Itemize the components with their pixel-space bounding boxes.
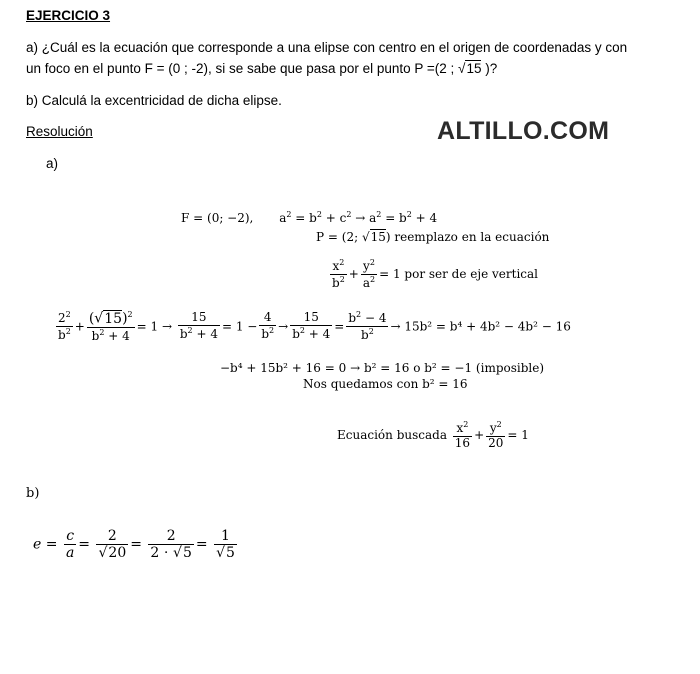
question-a-line1: a) ¿Cuál es la ecuación que corresponde a una elipse con centro en el origen de coordenadas y con: [26, 40, 628, 55]
sqrt-radicand: 15: [466, 61, 482, 76]
math-line-point: P = (2; √15) reemplazo en la ecuación: [316, 230, 550, 244]
final-label: Ecuación buscada: [337, 427, 447, 442]
fraction-sqrt15sq: $\frac{(√15)^2}{b^2 + 4}$: [88, 310, 133, 343]
arrow-1: →: [161, 319, 173, 334]
result-line4: → 15b² = b⁴ + 4b² − 4b² − 16: [390, 319, 571, 334]
question-b: b) Calculá la excentricidad de dicha elipse.: [26, 93, 282, 108]
fraction-y2-20: $\frac{y^2}{20}$: [488, 420, 504, 450]
math-line-conclusion: Nos quedamos con b² = 16: [303, 377, 468, 391]
fraction-15-b: $\frac{15}{b^2 + 4}$: [292, 310, 331, 342]
fraction-x2-16: $\frac{x^2}{16}$: [454, 420, 471, 450]
math-line-focus: F = (0; −2), $a^2 = b^2 + c^2 \to a^2 = b^2 + 4$: [181, 210, 438, 225]
relation-arrow: → a: [351, 211, 377, 225]
fraction-2sq-b2: $\frac{2^2}{b^2}$: [58, 310, 71, 343]
eccentricity-equation: e = $\frac{c}{a}$ = $\frac{2}{√20}$ = $\frac{2}{2 \cdot √5}$ = $\frac{1}{√5}$: [33, 528, 235, 562]
focus-text: F = (0; −2),: [181, 211, 254, 225]
fraction-y2-a2: $\frac{y^2}{a^2}$: [362, 258, 376, 290]
fraction-2-2sqrt5: $\frac{2}{2 \cdot √5}$: [150, 528, 192, 562]
sqrt-symbol: √: [458, 61, 466, 76]
vertical-axis-text: = 1 por ser de eje vertical: [379, 266, 539, 281]
fraction-b2m4: $\frac{b^2 - 4}{b^2}$: [348, 310, 387, 343]
math-line-ellipse-form: $\frac{x^2}{b^2}$ + $\frac{y^2}{a^2}$ = 1 por ser de eje vertical: [332, 258, 539, 290]
relation-tail: + 4: [411, 211, 438, 225]
resolution-label: Resolución: [26, 124, 93, 139]
final-equation: Ecuación buscada $\frac{x^2}{16}$ + $\frac{y^2}{20}$ = 1: [337, 420, 529, 450]
eq-one: = 1: [136, 319, 159, 334]
question-a-line2-pre: un foco en el punto F = (0 ; -2), si se sabe que pasa por el punto P =(2 ;: [26, 61, 459, 76]
exercise-title: EJERCICIO 3: [26, 8, 111, 23]
relation-eq: = b: [295, 211, 317, 225]
question-a-line2: [26, 61, 497, 76]
fraction-2-sqrt20: $\frac{2}{√20}$: [98, 528, 127, 562]
fraction-x2-b2: $\frac{x^2}{b^2}$: [332, 258, 345, 290]
fraction-1-sqrt5: $\frac{1}{√5}$: [216, 528, 235, 562]
part-a-label: a): [46, 156, 59, 171]
one-minus: = 1 −: [221, 319, 258, 334]
altillo-logo: ALTILLO.COM: [437, 117, 610, 145]
fraction-c-a: $\frac{c}{a}$: [65, 528, 75, 562]
fraction-4-b2: $\frac{4}{b^2}$: [261, 310, 275, 342]
part-b-label: b): [26, 486, 40, 501]
math-line-quartic: −b⁴ + 15b² + 16 = 0 → b² = 16 o b² = −1 (imposible): [220, 361, 545, 375]
point-post: ) reemplazo en la ecuación: [385, 230, 550, 244]
e-symbol: e: [33, 536, 42, 553]
relation-c: + c: [321, 211, 347, 225]
arrow-2: →: [278, 319, 289, 334]
point-sqrt: 15: [370, 230, 386, 244]
question-a-line2-post: )?: [481, 61, 498, 76]
equals-sign: =: [334, 319, 345, 334]
math-line-substitution: $\frac{2^2}{b^2}$ + $\frac{(√15)^2}{b^2 + 4}$ = 1 → $\frac{15}{b^2 + 4}$ = 1 − $\frac{4}{b^2}$ → $\frac{15}{b^2 + 4}$ = $\frac{b^2 - 4}{b^2}$ → 15b² = b⁴ + 4b² − 4b² − 16: [58, 310, 571, 343]
final-eq-one: = 1: [507, 427, 529, 442]
point-pre: P = (2;: [316, 230, 362, 244]
fraction-15: $\frac{15}{b^2 + 4}$: [179, 310, 218, 342]
